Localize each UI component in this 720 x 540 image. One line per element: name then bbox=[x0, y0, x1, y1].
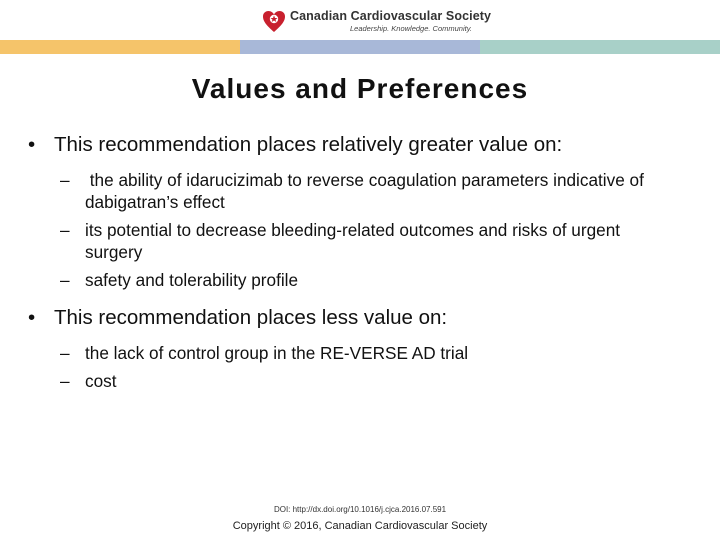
doi-citation: DOI: http://dx.doi.org/10.1016/j.cjca.2016.07.591 bbox=[273, 505, 447, 514]
logo-name: Canadian Cardiovascular Society bbox=[290, 8, 492, 23]
sub-item-text: the lack of control group in the RE-VERSE AD trial bbox=[85, 343, 469, 363]
dash-marker: – bbox=[60, 170, 70, 190]
dash-marker: – bbox=[60, 220, 70, 240]
bullet-marker: • bbox=[28, 133, 36, 156]
section-2-subitems bbox=[60, 342, 708, 392]
section-2-text: This recommendation places less value on: bbox=[54, 306, 448, 329]
heart-logo-icon bbox=[262, 8, 286, 34]
section-1-text: This recommendation places relatively greater value on: bbox=[54, 133, 563, 156]
dash-marker: – bbox=[60, 270, 70, 290]
sub-item bbox=[60, 269, 708, 291]
slide-body bbox=[28, 132, 708, 406]
slide-title: Values and Preferences bbox=[191, 73, 529, 104]
sub-item bbox=[60, 219, 708, 263]
header-color-bands bbox=[0, 40, 720, 54]
logo-tagline: Leadership. Knowledge. Community. bbox=[350, 24, 473, 33]
section-1-subitems bbox=[60, 169, 708, 291]
dash-marker: – bbox=[60, 343, 70, 363]
band-teal bbox=[480, 40, 720, 54]
copyright-notice: Copyright © 2016, Canadian Cardiovascular Society bbox=[232, 520, 488, 532]
dash-marker: – bbox=[60, 371, 70, 391]
band-blue bbox=[240, 40, 480, 54]
band-gold bbox=[0, 40, 240, 54]
sub-item bbox=[60, 342, 708, 364]
sub-item-text: safety and tolerability profile bbox=[85, 270, 299, 290]
sub-item bbox=[60, 370, 708, 392]
sub-item bbox=[60, 169, 708, 213]
section-1-bullet bbox=[28, 132, 708, 158]
sub-item-text: cost bbox=[85, 371, 117, 391]
sub-item-text: its potential to decrease bleeding-related outcomes and risks of urgent surgery bbox=[85, 220, 621, 262]
society-logo bbox=[262, 5, 491, 37]
bullet-marker: • bbox=[28, 306, 36, 329]
section-2-bullet bbox=[28, 305, 708, 331]
sub-item-text: the ability of idarucizimab to reverse coagulation parameters indicative of dabigatran’s effect bbox=[85, 170, 649, 212]
